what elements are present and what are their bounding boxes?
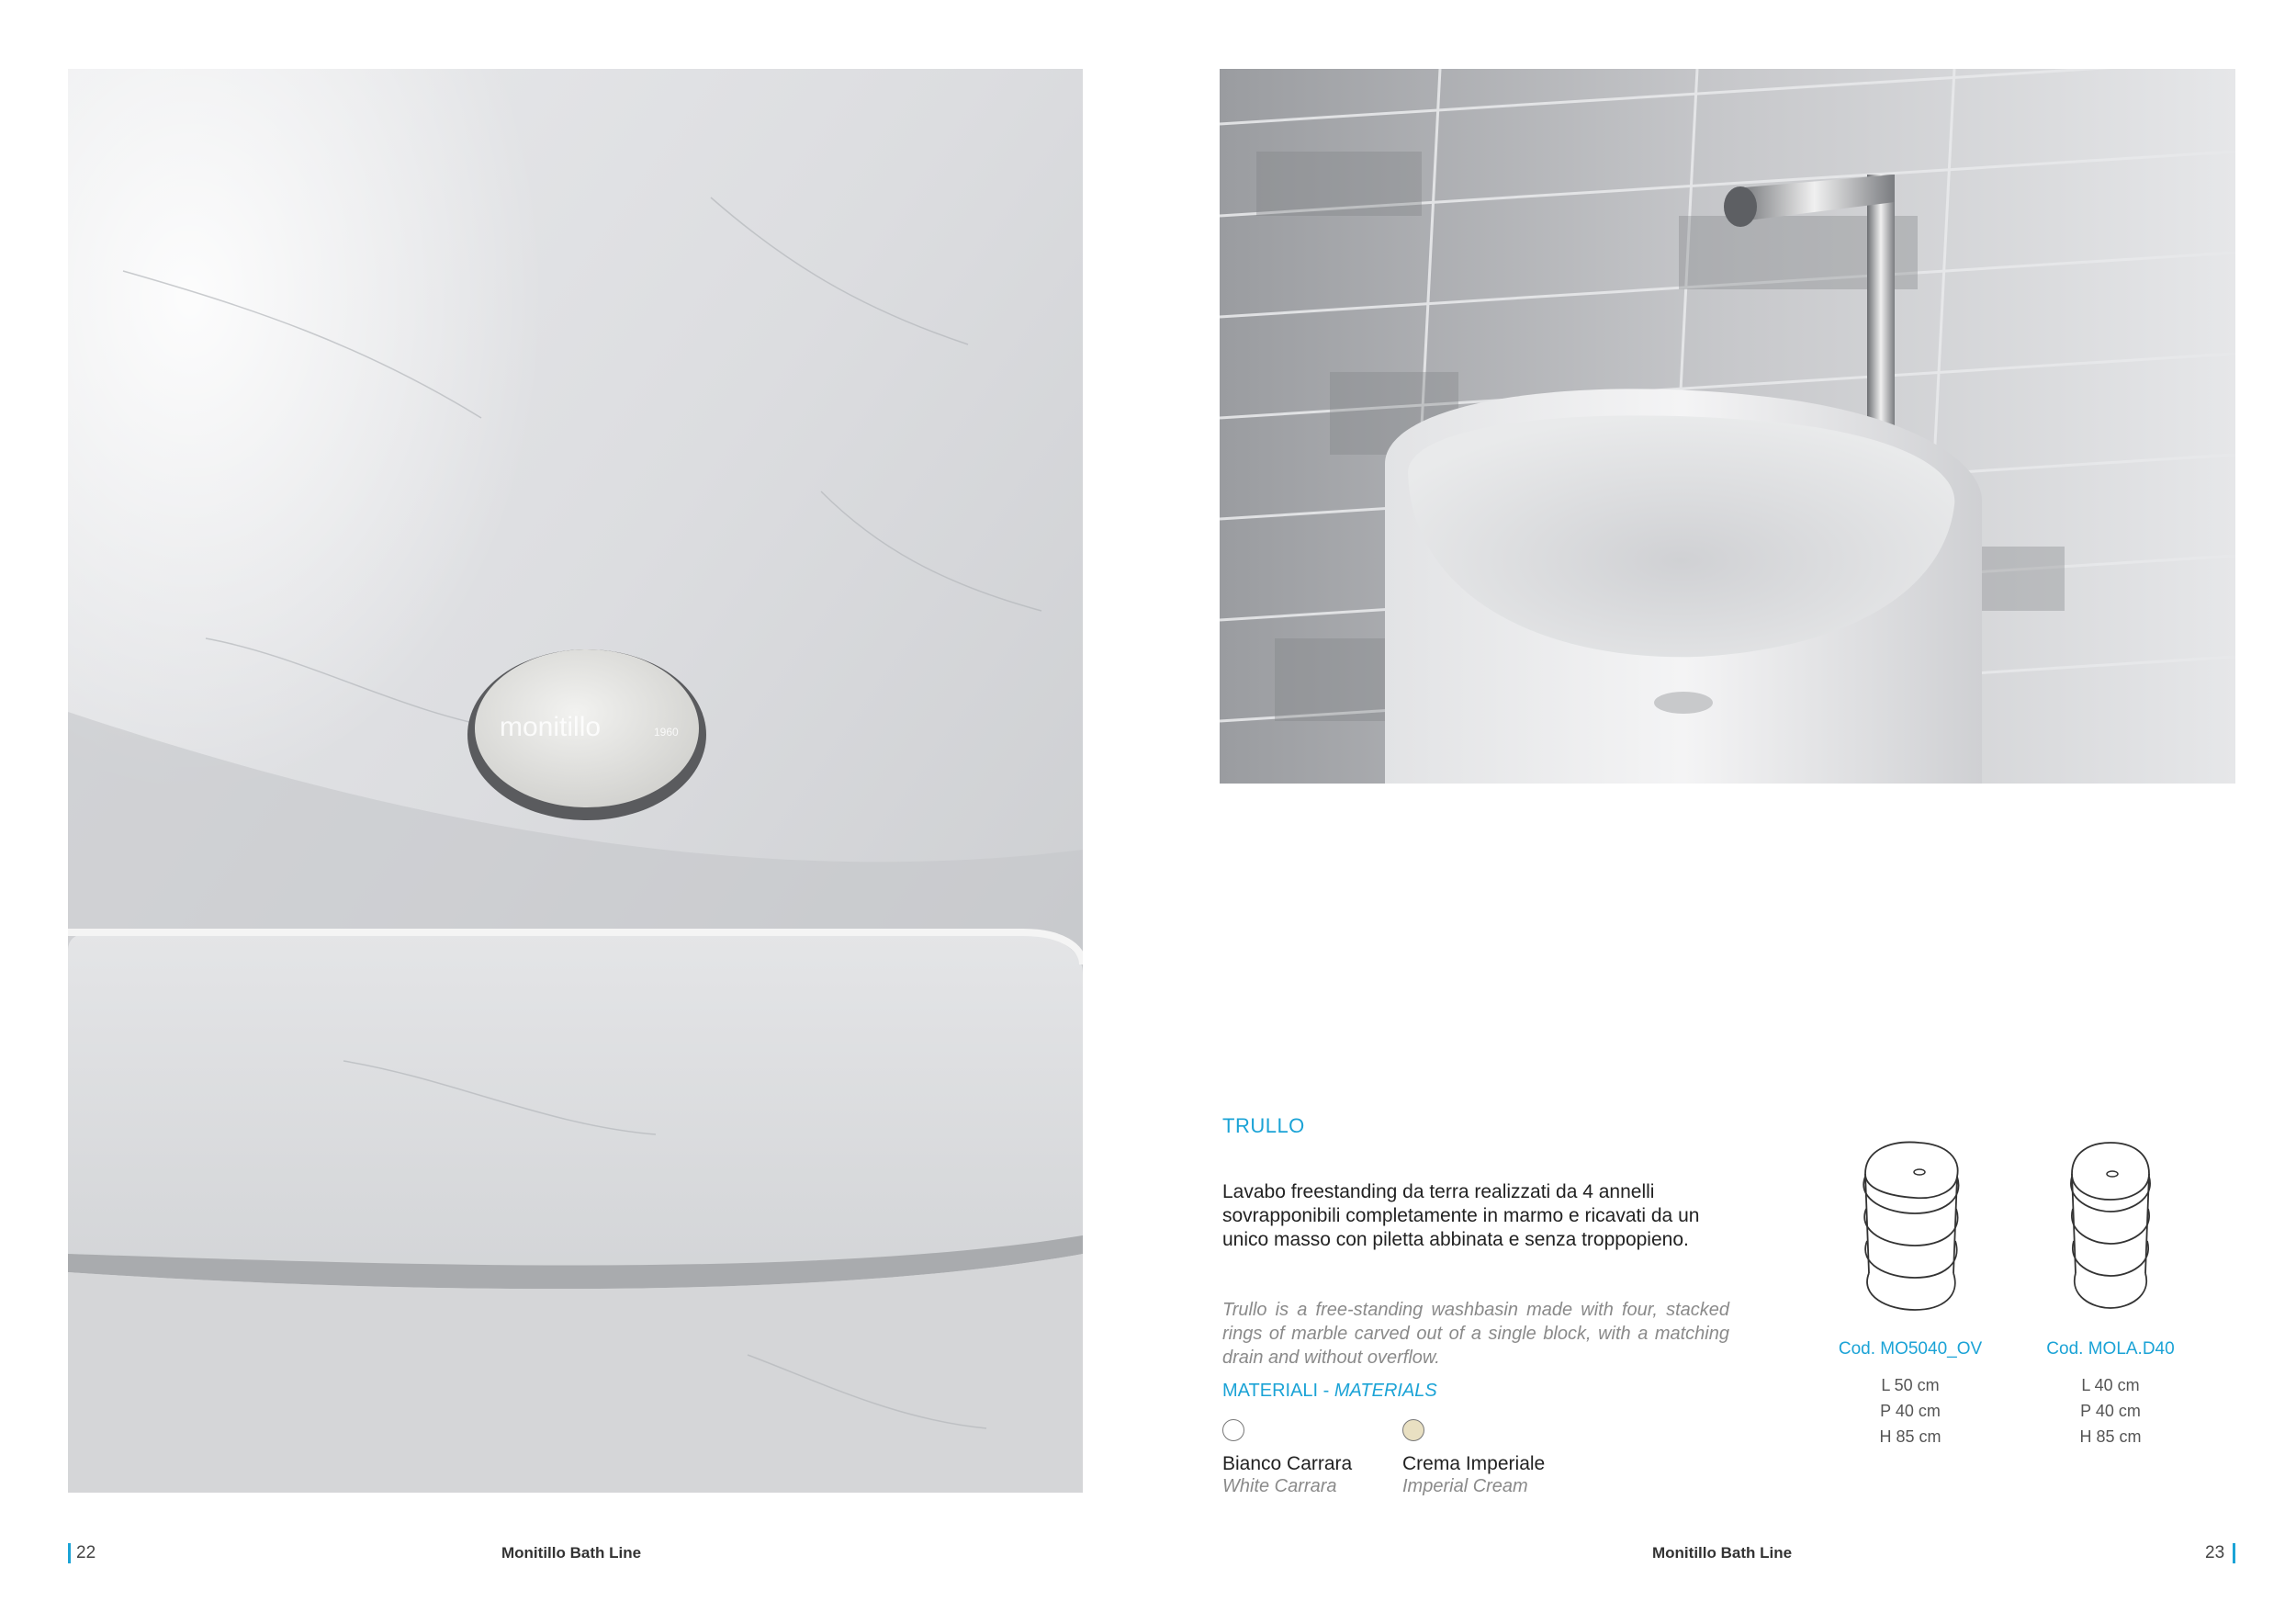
materials-separator: -: [1318, 1381, 1334, 1401]
dim-length: L 50 cm: [1881, 1376, 1940, 1394]
page-number-right: 23: [2205, 1543, 2225, 1562]
material-subtitle-imperial-cream: Imperial Cream: [1402, 1476, 1528, 1496]
variant-round: [2019, 1135, 2202, 1449]
drain-logo-suffix: 1960: [654, 726, 679, 739]
footer-title-left: Monitillo Bath Line: [501, 1544, 642, 1562]
footer-accent-bar-right: [2233, 1543, 2235, 1563]
dim-depth: P 40 cm: [2080, 1402, 2141, 1420]
materials-heading: [1222, 1381, 1437, 1402]
oval-washbasin-drawing: [1851, 1135, 1970, 1319]
dim-height: H 85 cm: [1879, 1427, 1941, 1446]
materials-label-en: MATERIALS: [1334, 1381, 1437, 1401]
swatch-bianco-carrara: [1222, 1419, 1244, 1441]
footer-accent-bar-left: [68, 1543, 71, 1563]
basin-closeup-photo: [68, 69, 1083, 1493]
drain-logo-text: monitillo: [500, 712, 602, 742]
materials-label-it: MATERIALI: [1222, 1381, 1319, 1401]
page-number-left: 22: [76, 1543, 96, 1562]
round-washbasin-drawing: [2055, 1135, 2166, 1319]
washbasin-room-photo: [1220, 69, 2235, 784]
product-title: TRULLO: [1222, 1114, 1305, 1137]
variant-dims-round: [2019, 1372, 2202, 1449]
swatch-crema-imperiale: [1402, 1419, 1424, 1441]
material-name-crema-imperiale: Crema Imperiale: [1402, 1453, 1546, 1474]
variant-dims-oval: [1818, 1372, 2002, 1449]
material-subtitle-white-carrara: White Carrara: [1222, 1476, 1337, 1496]
dim-depth: P 40 cm: [1880, 1402, 1941, 1420]
variant-code-round: Cod. MOLA.D40: [2046, 1339, 2175, 1359]
variant-code-oval: Cod. MO5040_OV: [1838, 1339, 1983, 1359]
variant-oval: [1818, 1135, 2002, 1449]
dim-height: H 85 cm: [2079, 1427, 2142, 1446]
material-name-bianco-carrara: Bianco Carrara: [1222, 1453, 1353, 1474]
product-description-it: Lavabo freestanding da terra realizzati da 4 annelli sovrapponibili completamente in marmo e ricavati da un unico masso con piletta abbinata e senza troppopieno.: [1222, 1181, 1700, 1250]
dim-length: L 40 cm: [2081, 1376, 2140, 1394]
product-description-en: Trullo is a free-standing washbasin made with four, stacked rings of marble carved out of a single block, with a matching drain and without overflow.: [1222, 1300, 1729, 1368]
footer-title-right: Monitillo Bath Line: [1652, 1544, 1793, 1562]
